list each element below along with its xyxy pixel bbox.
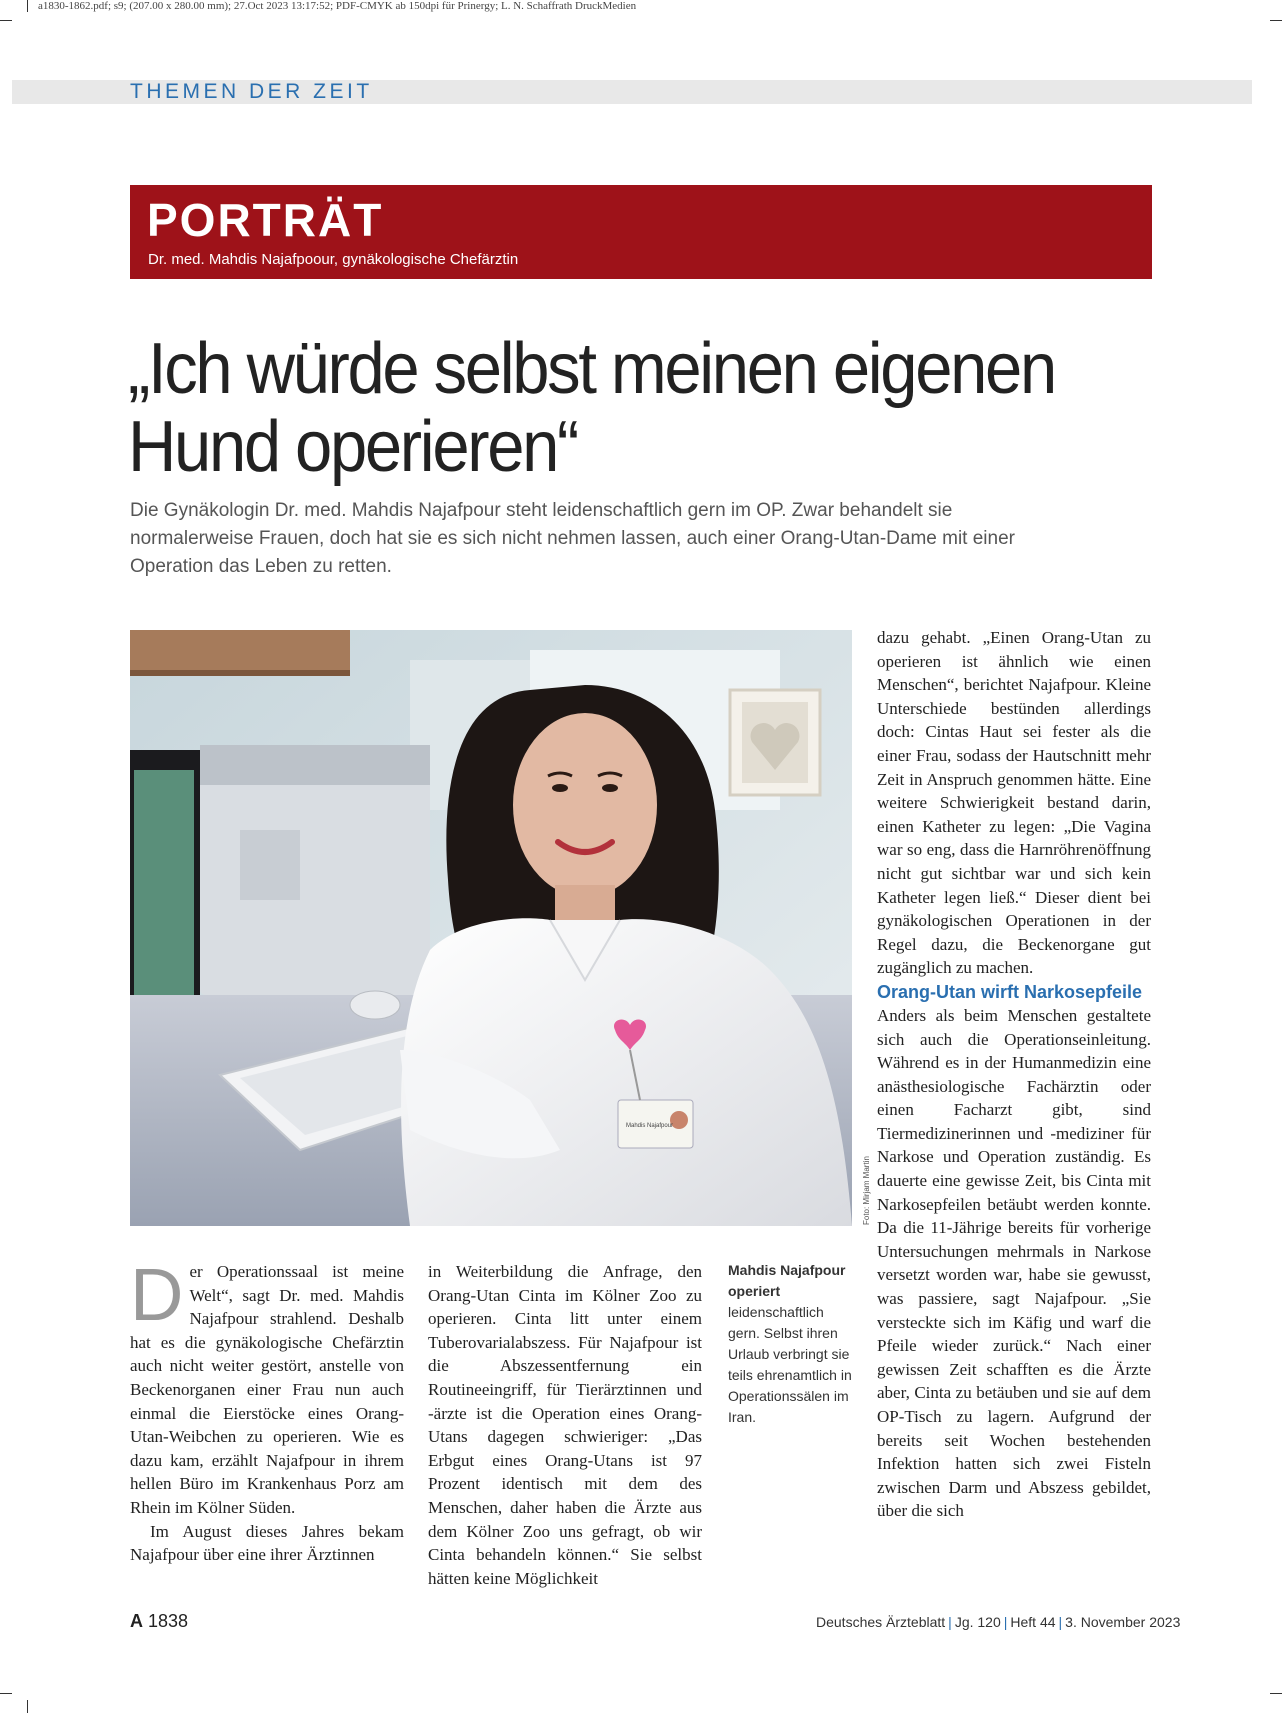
- badge-name: Mahdis Najafpour: [626, 1123, 674, 1129]
- print-slug: a1830-1862.pdf; s9; (207.00 x 280.00 mm); 27.Oct 2023 13:17:52; PDF-CMYK ab 150dpi für Prinergy; L. N. Schaffrath DruckMedien: [38, 0, 637, 12]
- portrait-photo: [130, 630, 852, 1226]
- banner-subtitle: Dr. med. Mahdis Najafpoour, gynäkologische Chefärztin: [148, 251, 519, 268]
- headline: „Ich würde selbst meinen eigenen Hund operieren“: [128, 329, 1055, 487]
- lead-paragraph: Die Gynäkologin Dr. med. Mahdis Najafpour steht leidenschaftlich gern im OP. Zwar behandelt sie normalerweise Frauen, doch hat sie es sich nicht nehmen lassen, auch einer Orang-Utan-Dame mit einer Operation das Leben zu retten.: [130, 500, 1015, 577]
- banner-title: PORTRÄT: [147, 194, 384, 246]
- article-paragraph: Anders als beim Menschen gestaltete sich auch die Operationseinleitung. Während es in der Humanmedizin eine anästhesiologische Fachärztin oder einen Facharzt gibt, sind Tiermedizinerinnen und -mediziner für Narkose und Operation zuständig. Es dauerte eine gewisse Zeit, bis Cinta mit Narkosepfeilen betäubt werden konnte. Da die 11-Jährige bereits für vorherige Untersuchungen mehrmals in Narkose versetzt worden war, habe sie gewusst, was passiere, sagt Najafpour. „Sie versteckte sich im Käfig und warf die Pfeile wieder zurück.“ Nach einer gewissen Zeit schafften es die Ärzte aber, Cinta zu betäuben und sie auf dem OP-Tisch zu lagern. Aufgrund der bereits seit Wochen bestehenden Infektion hatten sich zwei Fisteln zwischen Darm und Abszess gebildet, über die sich: [877, 1005, 1151, 1521]
- crop-mark: [27, 1700, 28, 1713]
- separator: |: [1058, 1614, 1063, 1630]
- portrait-banner: [130, 185, 1152, 279]
- crop-mark: [27, 0, 28, 12]
- section-label: THEMEN DER ZEIT: [130, 80, 373, 103]
- separator: |: [948, 1614, 952, 1630]
- separator: |: [1003, 1614, 1008, 1630]
- caption-bold: Mahdis Najafpour operiert: [728, 1262, 846, 1299]
- crop-mark: [1270, 20, 1282, 21]
- article-paragraph: in Weiterbildung die Anfrage, den Orang-Utan Cinta im Kölner Zoo zu operieren. Cinta litt unter einem Tuberovarialabszess. Für Najafpour ist die Abszessentfernung ein Routineeingriff, für Tierärztinnen und -ärzte ist die Operation eines Orang-Utans dagegen schwieriger: „Das Erbgut eines Orang-Utans ist 97 Prozent identisch mit dem des Menschen, daher haben die Ärzte aus dem Kölner Zoo uns gefragt, ob wir Cinta behandeln können.“ Sie selbst hätten keine Möglichkeit: [428, 1262, 702, 1588]
- article-column-2: [428, 1260, 702, 1590]
- crop-mark: [0, 1693, 12, 1694]
- crop-mark: [1270, 1693, 1282, 1694]
- page-number-value: 1838: [148, 1611, 189, 1631]
- paragraph-text: er Operationssaal ist meine Welt“, sagt Dr. med. Mahdis Najafpour strahlend. Deshalb hat es die gynäkologische Chefärztin auch nicht weiter gestört, anstelle von Beckenorganen einer Frau nun auch einmal die Eierstöcke eines Orang-Utan-Weibchen zu operieren. Wie es dazu kam, erzählt Najafpour in ihrem hellen Büro im Krankenhaus Porz am Rhein im Kölner Süden.: [130, 1262, 404, 1517]
- article-paragraph: [130, 1253, 404, 1520]
- article-column-1: [130, 1253, 404, 1567]
- photo-credit: Foto: Mirjam Martin: [862, 1156, 871, 1225]
- volume: Jg. 120: [954, 1614, 1001, 1630]
- article-paragraph: Im August dieses Jahres bekam Najafpour über eine ihrer Ärztinnen: [130, 1521, 404, 1565]
- page-number: [130, 1611, 188, 1632]
- journal-name: Deutsches Ärzteblatt: [816, 1614, 946, 1630]
- article-paragraph: dazu gehabt. „Einen Orang-Utan zu operieren ist ähnlich wie einen Menschen“, berichtet Najafpour. Kleine Unterschiede bestünden allerdings doch: Cintas Haut sei fester als die einer Frau, sodass der Hautschnitt mehr Zeit in Anspruch genommen hätte. Eine weitere Schwierigkeit bestand darin, einen Katheter zu legen: „Die Vagina war so eng, dass die Harnröhrenöffnung nicht gut sichtbar war und sich kein Katheter legen ließ.“ Dieser dient bei gynäkologischen Operationen in der Regel dazu, die Beckenorgane gut zugänglich zu machen.: [877, 628, 1151, 978]
- photo-caption: [728, 1260, 858, 1428]
- issue-date: 3. November 2023: [1065, 1614, 1181, 1630]
- footer-journal-info: [816, 1614, 1181, 1630]
- article-column-3: [877, 626, 1151, 1523]
- drop-cap: D: [130, 1253, 184, 1336]
- page-letter: A: [130, 1611, 143, 1631]
- issue: Heft 44: [1010, 1614, 1056, 1630]
- caption-text: leidenschaftlich gern. Selbst ihren Urlaub verbringt sie teils ehrenamtlich in Operationssälen im Iran.: [728, 1304, 852, 1425]
- crop-mark: [0, 20, 12, 21]
- subheading: Orang-Utan wirft Narkosepfeile: [877, 981, 1143, 1002]
